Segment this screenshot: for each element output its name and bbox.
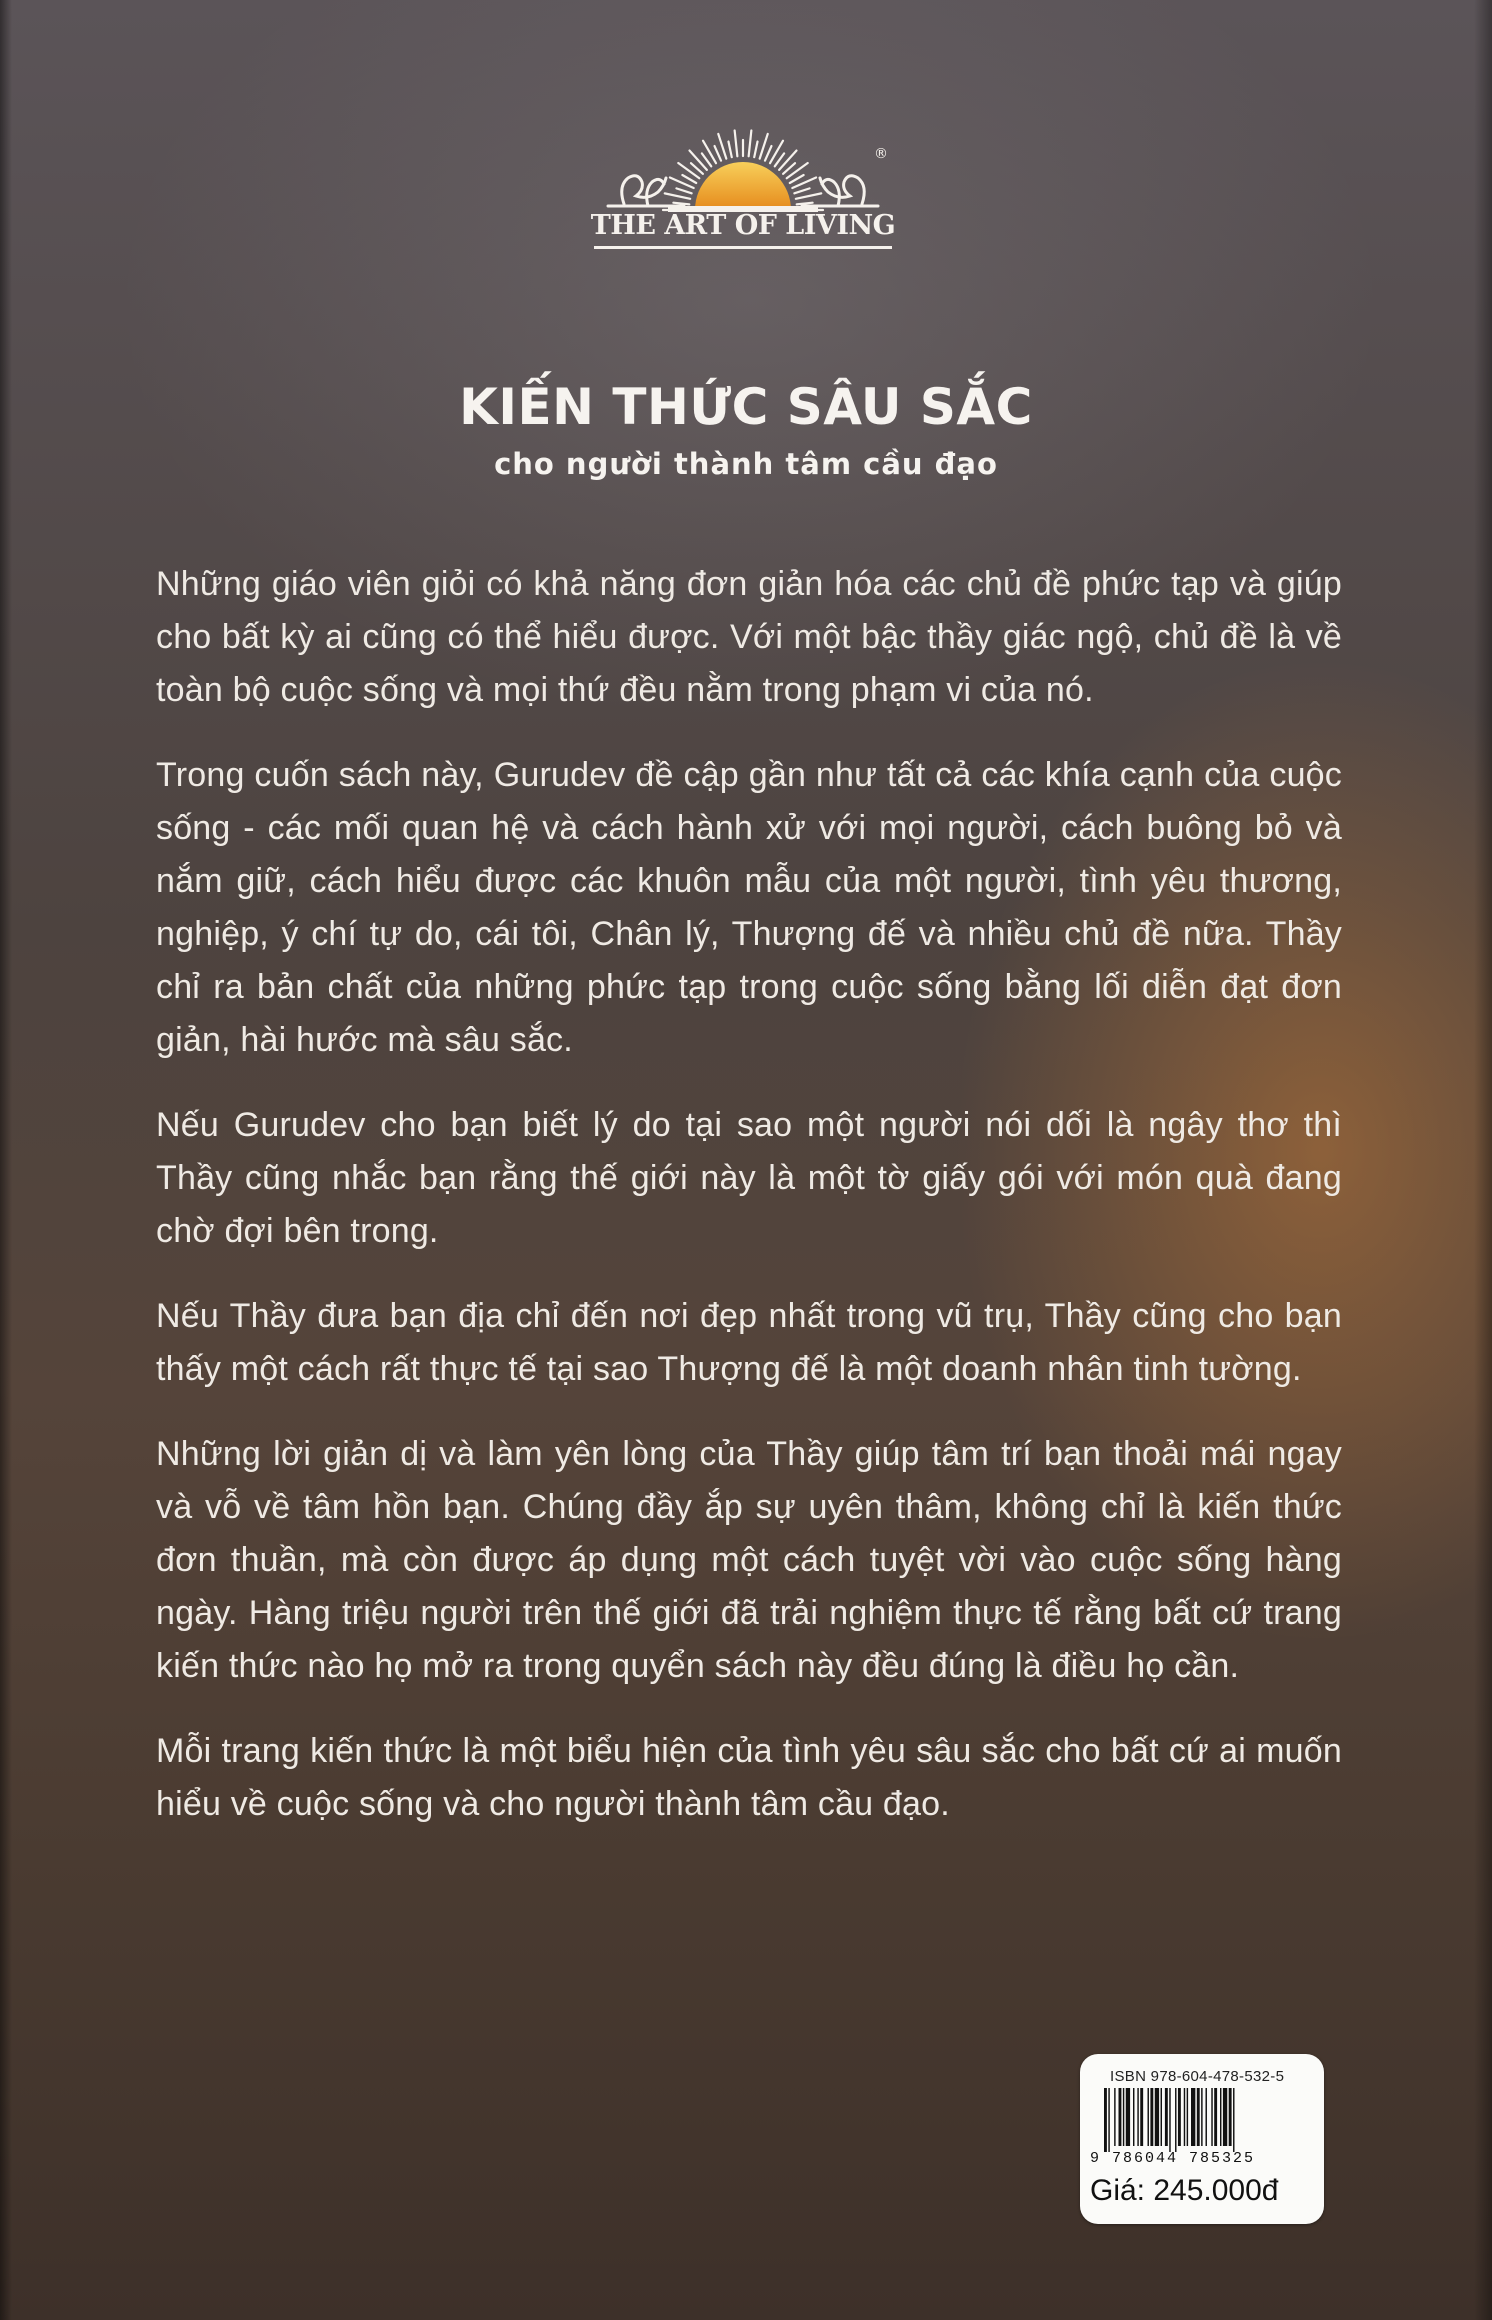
blurb-paragraph: Nếu Thầy đưa bạn địa chỉ đến nơi đẹp nhất trong vũ trụ, Thầy cũng cho bạn thấy một cách rất thực tế tại sao Thượng đế là một doanh nhân tinh tường. bbox=[156, 1297, 1342, 1388]
isbn-number: ISBN 978-604-478-532-5 bbox=[1110, 2068, 1285, 2085]
sun-ray bbox=[689, 151, 706, 170]
barcode-bar bbox=[1206, 2088, 1207, 2146]
sun-ray bbox=[749, 130, 752, 156]
barcode-bar bbox=[1119, 2088, 1122, 2146]
sun-ray bbox=[676, 188, 691, 193]
barcode-bar bbox=[1214, 2088, 1217, 2146]
logo-underline bbox=[594, 246, 892, 249]
sun-ray bbox=[665, 193, 690, 198]
barcode-bar bbox=[1178, 2088, 1181, 2146]
sun-ray bbox=[728, 142, 731, 158]
sun-ray bbox=[703, 141, 716, 164]
sun-ray bbox=[787, 163, 808, 178]
barcode-bar bbox=[1175, 2088, 1176, 2152]
sun-with-swans-icon bbox=[588, 126, 898, 216]
barcode-bar bbox=[1133, 2088, 1134, 2146]
sun-ray bbox=[678, 163, 699, 178]
blurb-paragraph: Những giáo viên giỏi có khả năng đơn giản hóa các chủ đề phức tạp và giúp cho bất kỳ ai cũng có thể hiểu được. Với một bậc thầy giác ngộ, chủ đề là về toàn bộ cuộc sống và mọi thứ đều nằm trong phạm vi của nó. bbox=[156, 565, 1342, 709]
barcode-bar bbox=[1165, 2088, 1168, 2146]
cover-edge-shadow-right bbox=[1474, 0, 1492, 2320]
publisher-logo bbox=[588, 126, 898, 256]
barcode-bar bbox=[1161, 2088, 1162, 2146]
barcode-digits: 9 786044 785325 bbox=[1090, 2150, 1256, 2167]
barcode-bar bbox=[1229, 2088, 1232, 2146]
sun-ray bbox=[715, 146, 722, 161]
registered-trademark-mark: ® bbox=[874, 146, 888, 162]
barcode-bar bbox=[1191, 2088, 1195, 2146]
barcode-bar bbox=[1140, 2088, 1143, 2146]
barcode-bar bbox=[1104, 2088, 1107, 2152]
sun-ray bbox=[765, 146, 772, 161]
barcode-bar bbox=[1155, 2088, 1159, 2146]
barcode-bar bbox=[1223, 2088, 1227, 2146]
price-label: Giá: 245.000đ bbox=[1090, 2174, 1279, 2207]
book-title: KIẾN THỨC SÂU SẮC bbox=[459, 378, 1033, 436]
barcode-icon bbox=[1102, 2088, 1302, 2152]
barcode-bar bbox=[1123, 2088, 1124, 2146]
barcode-bar bbox=[1114, 2088, 1115, 2146]
barcode-bar bbox=[1137, 2088, 1138, 2146]
blurb-paragraph: Nếu Gurudev cho bạn biết lý do tại sao một người nói dối là ngây thơ thì Thầy cũng nhắc bạn rằng thế giới này là một tờ giấy gói với món quà đang chờ đợi bên trong. bbox=[156, 1106, 1342, 1250]
sun-ray bbox=[754, 142, 757, 158]
sun-ray bbox=[797, 203, 813, 205]
blurb-paragraph: Những lời giản dị và làm yên lòng của Thầy giúp tâm trí bạn thoải mái ngay và vỗ về tâm hồn bạn. Chúng đầy ắp sự uyên thâm, không chỉ là kiến thức đơn thuần, mà còn được áp dụng một cách tuyệt vời vào cuộc sống hàng ngày. Hàng triệu người trên thế giới đã trải nghiệm thực tế rằng bất cứ trang kiến thức nào họ mở ra trong quyển sách này đều đúng là điều họ cần. bbox=[156, 1435, 1342, 1685]
sun-ray bbox=[794, 188, 809, 193]
sun-ray bbox=[779, 151, 796, 170]
sun-ray bbox=[673, 203, 689, 205]
barcode-bar bbox=[1211, 2088, 1212, 2146]
book-subtitle: cho người thành tâm cầu đạo bbox=[494, 447, 998, 481]
barcode-bar bbox=[1126, 2088, 1130, 2146]
barcode-bar bbox=[1108, 2088, 1109, 2152]
sun-ray bbox=[735, 130, 738, 156]
barcode-price-sticker bbox=[1080, 2054, 1324, 2224]
sun-ray bbox=[682, 175, 696, 183]
blurb-paragraph: Trong cuốn sách này, Gurudev đề cập gần như tất cả các khía cạnh của cuộc sống - các mối quan hệ và cách hành xử với mọi người, cách buông bỏ và nắm giữ, cách hiểu được các khuôn mẫu của một người, tình yêu thương, nghiệp, ý chí tự do, cái tôi, Chân lý, Thượng đế và nhiều chủ đề nữa. Thầy chỉ ra bản chất của những phức tạp trong cuộc sống bằng lối diễn đạt đơn giản, hài hước mà sâu sắc. bbox=[156, 756, 1342, 1059]
barcode-bar bbox=[1169, 2088, 1170, 2152]
barcode-bar bbox=[1233, 2088, 1234, 2152]
sun-ray bbox=[770, 141, 783, 164]
barcode-bar bbox=[1187, 2088, 1188, 2146]
sun-ray bbox=[790, 175, 804, 183]
cover-edge-shadow-left bbox=[0, 0, 12, 2320]
barcode-bar bbox=[1220, 2088, 1221, 2146]
barcode-bar bbox=[1201, 2088, 1202, 2146]
barcode-bar bbox=[1197, 2088, 1200, 2146]
blurb-text bbox=[156, 558, 1342, 1863]
barcode-bar bbox=[1150, 2088, 1153, 2146]
barcode-bar bbox=[1184, 2088, 1185, 2146]
barcode-bar bbox=[1148, 2088, 1149, 2146]
logo-wordmark: THE ART OF LIVING bbox=[590, 210, 896, 241]
sun-ray bbox=[796, 193, 821, 198]
blurb-paragraph: Mỗi trang kiến thức là một biểu hiện của tình yêu sâu sắc cho bất cứ ai muốn hiểu về cuộc sống và cho người thành tâm cầu đạo. bbox=[156, 1732, 1342, 1823]
